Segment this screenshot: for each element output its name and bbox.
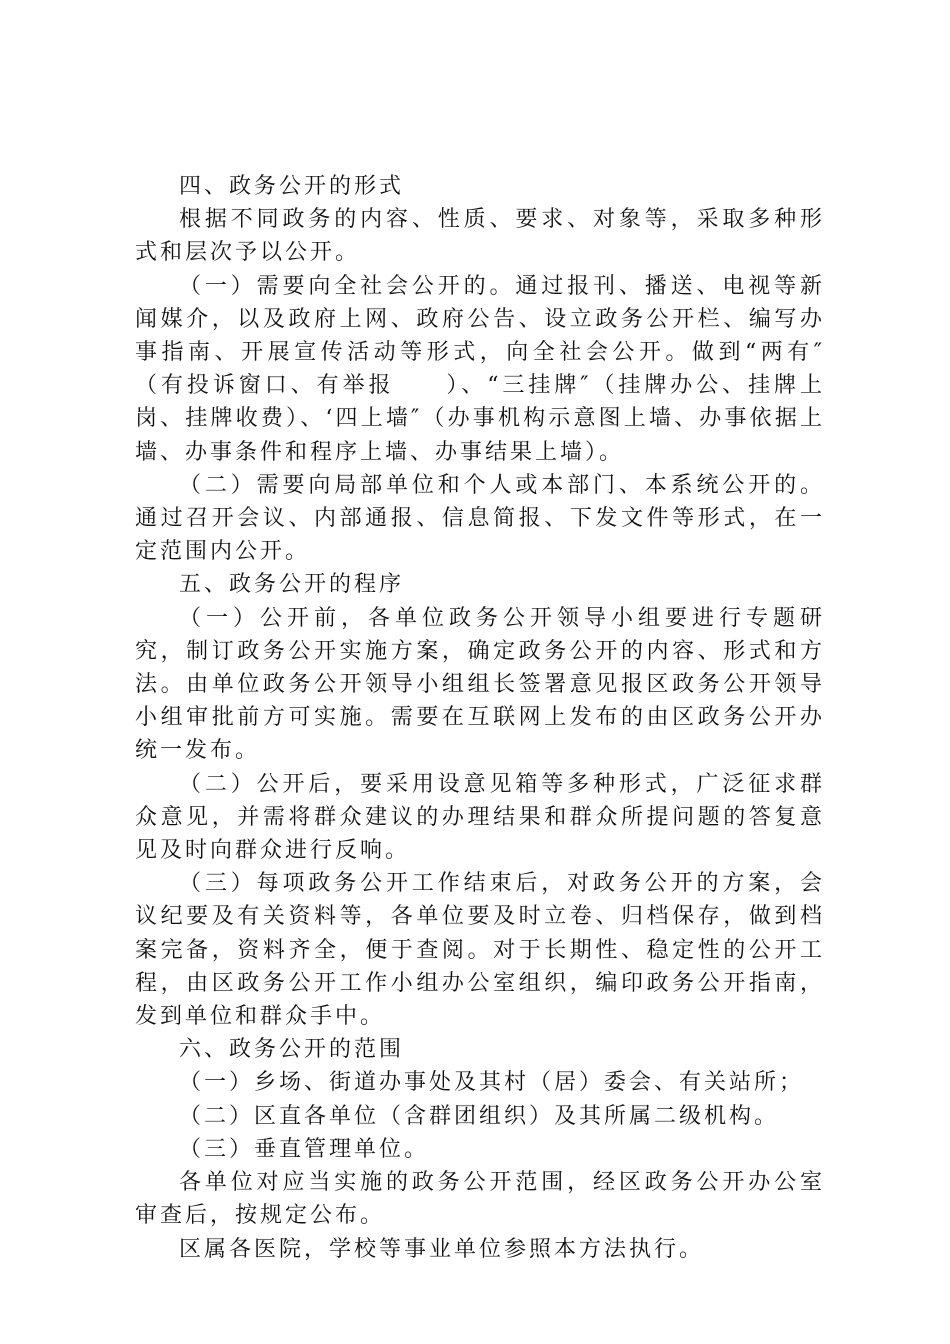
paragraph-scope-reference: 区属各医院，学校等事业单位参照本方法执行。 [179, 1236, 705, 1262]
paragraph-scope-item-1: （一）乡场、街道办事处及其村（居）委会、有关站所； [179, 1070, 805, 1096]
section-heading-procedure: 五、政务公开的程序 [179, 572, 405, 598]
section-heading-forms: 四、政务公开的形式 [179, 174, 405, 199]
section-heading-scope: 六、政务公开的范围 [179, 1037, 405, 1063]
paragraph-scope-item-2: （二）区直各单位（含群团组织）及其所属二级机构。 [179, 1103, 780, 1129]
paragraph-procedure-item-1: （一）公开前，各单位政务公开领导小组要进行专题研究，制订政务公开实施方案，确定政务公开的内容、形式和方法。由单位政务公开领导小组组长签署意见报区政务公开领导小组审批前方可实施。需要在互联网上发布的由区政务公开办统一发布。 [135, 605, 825, 764]
paragraph-scope-review: 各单位对应当实施的政务公开范围，经区政务公开办公室审查后，按规定公布。 [135, 1170, 825, 1229]
paragraph-forms-intro: 根据不同政务的内容、性质、要求、对象等，采取多种形式和层次予以公开。 [135, 207, 825, 266]
paragraph-procedure-item-2: （二）公开后，要采用设意见箱等多种形式，广泛征求群众意见，并需将群众建议的办理结果和群众所提问题的答复意见及时向群众进行反响。 [135, 771, 825, 864]
paragraph-forms-item-2: （二）需要向局部单位和个人或本部门、本系统公开的。通过召开会议、内部通报、信息简报、下发文件等形式，在一定范围内公开。 [135, 472, 825, 565]
paragraph-forms-item-1: （一）需要向全社会公开的。通过报刊、播送、电视等新闻媒介，以及政府上网、政府公告、设立政务公开栏、编写办事指南、开展宣传活动等形式，向全社会公开。做到“两有″（有投诉窗口、有举报 ）、“三挂牌″（挂牌办公、挂牌上岗、挂牌收费）、‘四上墙″（办事机构示意图上墙、办事依据上墙、办事条件和程序上墙、办事结果上墙）。 [135, 273, 825, 465]
paragraph-scope-item-3: （三）垂直管理单位。 [179, 1136, 430, 1162]
document-body [135, 170, 825, 1266]
paragraph-procedure-item-3: （三）每项政务公开工作结束后，对政务公开的方案，会议纪要及有关资料等，各单位要及时立卷、归档保存，做到档案完备，资料齐全，便于查阅。对于长期性、稳定性的公开工程，由区政务公开工作小组办公室组织，编印政务公开指南，发到单位和群众手中。 [135, 871, 825, 1030]
